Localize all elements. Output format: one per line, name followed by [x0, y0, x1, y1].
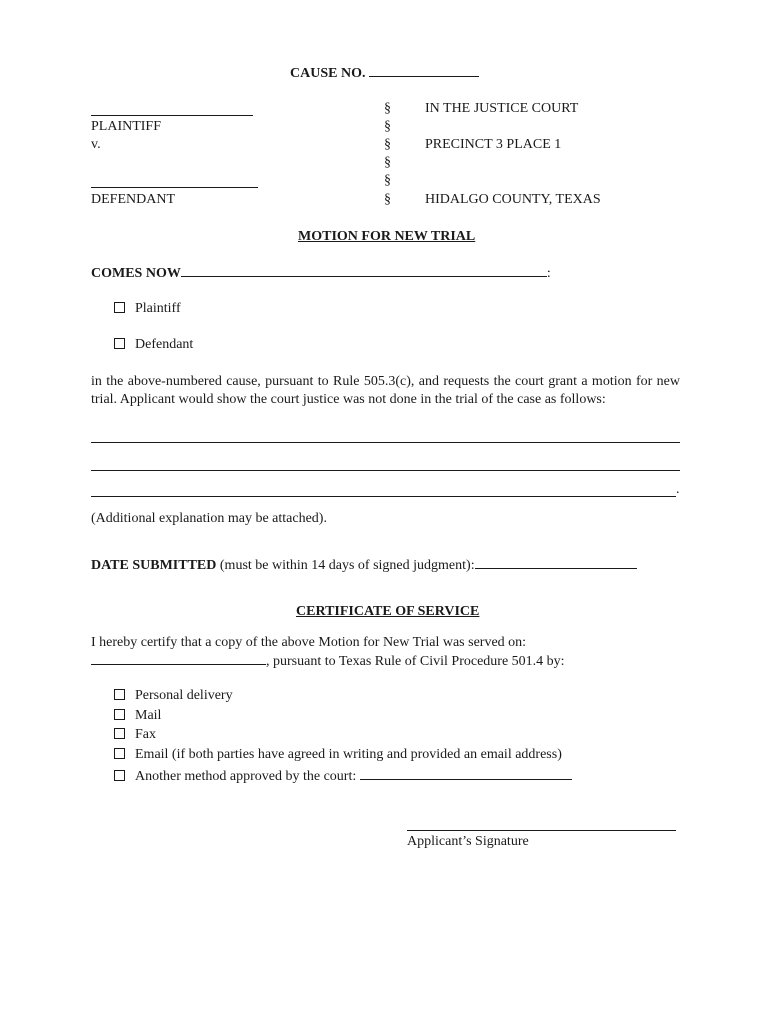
other-method-blank[interactable]: [360, 767, 572, 780]
defendant-name-blank[interactable]: [91, 187, 258, 188]
date-submitted-row: [91, 556, 637, 574]
period: .: [676, 482, 680, 497]
method-label: Email (if both parties have agreed in writing and provided an email address): [135, 747, 562, 762]
option-label: Plaintiff: [135, 301, 181, 316]
service-method-personal[interactable]: [114, 688, 233, 704]
cause-number-blank[interactable]: [369, 64, 479, 77]
applicant-name-blank[interactable]: [181, 264, 547, 277]
party-option-defendant[interactable]: [114, 337, 193, 353]
service-method-fax[interactable]: [114, 727, 156, 743]
section-mark: §: [384, 101, 391, 116]
plaintiff-name-blank[interactable]: [91, 115, 253, 116]
motion-body: in the above-numbered cause, pursuant to Rule 505.3(c), and requests the court grant a motion for new trial. Applicant would show the court justice was not done in the trial of the case as follows:: [91, 374, 680, 407]
method-label: Another method approved by the court:: [135, 769, 360, 784]
court-precinct: PRECINCT 3 PLACE 1: [425, 137, 562, 152]
checkbox[interactable]: [114, 709, 125, 720]
section-mark: §: [384, 192, 391, 207]
section-mark: §: [384, 137, 391, 152]
method-label: Mail: [135, 708, 162, 723]
checkbox[interactable]: [114, 748, 125, 759]
section-mark: §: [384, 155, 391, 170]
certificate-line1: I hereby certify that a copy of the above Motion for New Trial was served on:: [91, 635, 527, 650]
party-option-plaintiff[interactable]: [114, 301, 181, 317]
cause-label: CAUSE NO.: [290, 66, 366, 81]
explanation-line[interactable]: [91, 470, 680, 471]
service-method-mail[interactable]: [114, 708, 161, 724]
certificate-line2: [91, 652, 565, 670]
comes-now-label: COMES NOW: [91, 266, 181, 281]
checkbox[interactable]: [114, 770, 125, 781]
service-method-other[interactable]: [114, 767, 572, 785]
date-submitted-blank[interactable]: [475, 556, 637, 569]
explanation-line[interactable]: [91, 442, 680, 443]
checkbox[interactable]: [114, 728, 125, 739]
method-label: Fax: [135, 727, 156, 742]
certificate-title: CERTIFICATE OF SERVICE: [296, 604, 480, 619]
section-mark: §: [384, 119, 391, 134]
served-on-blank[interactable]: [91, 652, 266, 665]
comes-now-row: [91, 264, 551, 282]
additional-note: (Additional explanation may be attached).: [91, 511, 327, 526]
checkbox[interactable]: [114, 302, 125, 313]
colon: :: [546, 266, 551, 281]
explanation-line[interactable]: [91, 496, 676, 497]
date-submitted-note: (must be within 14 days of signed judgment):: [216, 558, 475, 573]
signature-label: Applicant’s Signature: [407, 834, 529, 849]
plaintiff-label: PLAINTIFF: [91, 119, 162, 134]
signature-line[interactable]: [407, 830, 676, 831]
method-label: Personal delivery: [135, 688, 233, 703]
checkbox[interactable]: [114, 689, 125, 700]
versus-label: v.: [91, 137, 101, 152]
section-mark: §: [384, 173, 391, 188]
motion-title: MOTION FOR NEW TRIAL: [298, 229, 476, 244]
date-submitted-label: DATE SUBMITTED: [91, 558, 217, 573]
checkbox[interactable]: [114, 338, 125, 349]
cause-number: [290, 64, 479, 82]
certificate-line2-text: , pursuant to Texas Rule of Civil Procedure 501.4 by:: [266, 654, 565, 669]
court-county: HIDALGO COUNTY, TEXAS: [425, 192, 601, 207]
defendant-label: DEFENDANT: [91, 192, 175, 207]
service-method-email[interactable]: [114, 747, 562, 763]
option-label: Defendant: [135, 337, 194, 352]
court-name: IN THE JUSTICE COURT: [425, 101, 579, 116]
